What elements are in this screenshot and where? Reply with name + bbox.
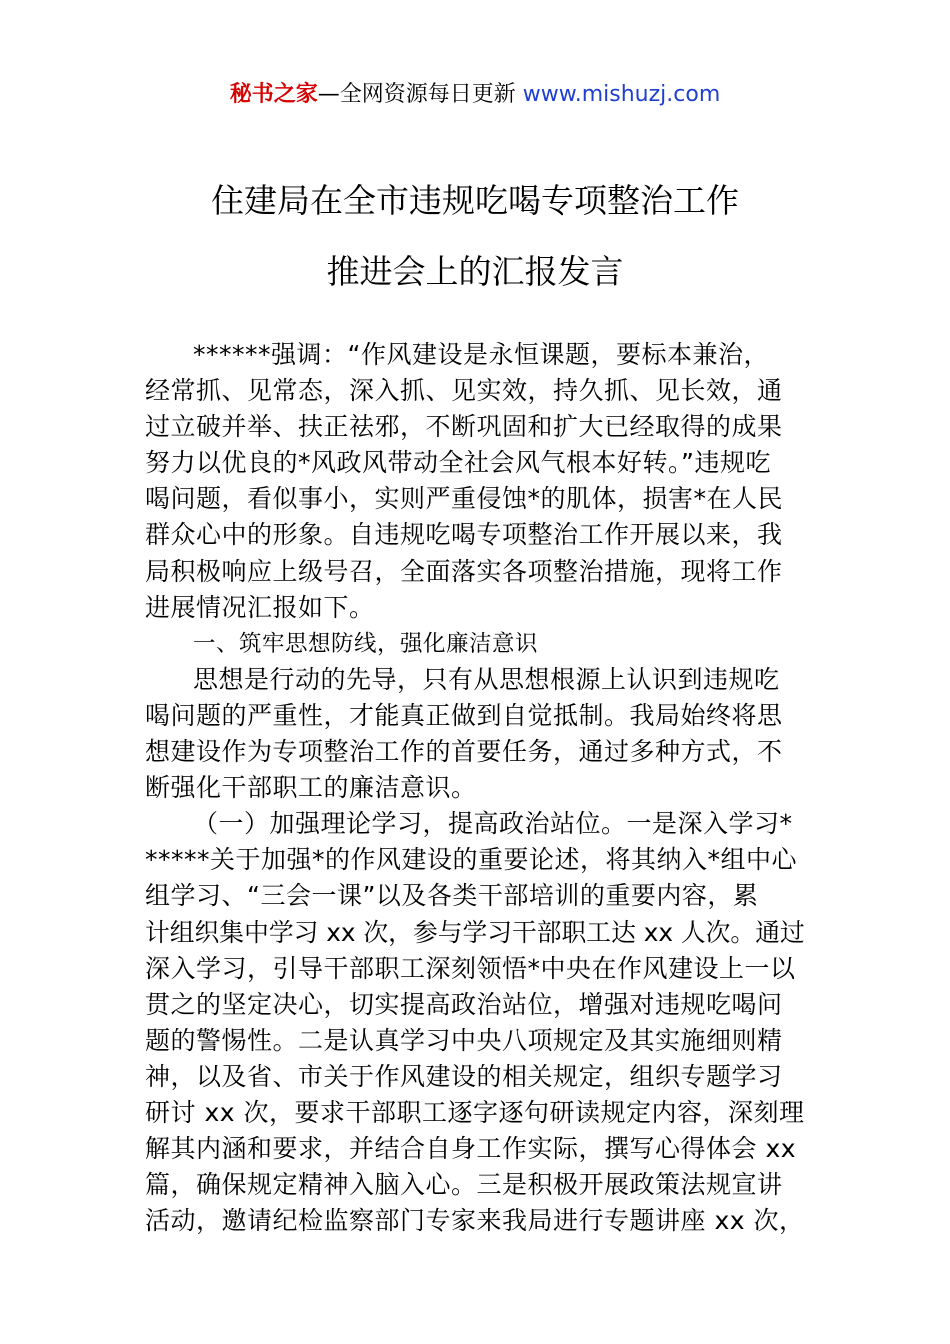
body-line: 题的警惕性。二是认真学习中央八项规定及其实施细则精 [145,1025,783,1055]
document-title-line-1: 住建局在全市违规吃喝专项整治工作 [211,181,739,220]
body-line: 局积极响应上级号召，全面落实各项整治措施，现将工作 [145,556,783,586]
body-line: 断强化干部职工的廉洁意识。 [145,773,477,803]
document-title-line-2: 推进会上的汇报发言 [326,252,624,291]
section-heading: 一、筑牢思想防线，强化廉洁意识 [193,630,539,657]
body-line: 组学习、“三会一课”以及各类干部培训的重要内容，累 [145,881,759,911]
document-body [145,337,805,1239]
body-line: 解其内涵和要求，并结合自身工作实际，撰写心得体会 xx [145,1134,797,1164]
body-line: 研讨 xx 次，要求干部职工逐字逐句研读规定内容，深刻理 [145,1097,805,1127]
body-line: 喝问题，看似事小，实则严重侵蚀*的肌体，损害*在人民 [145,484,784,514]
body-line: 活动，邀请纪检监察部门专家来我局进行专题讲座 xx 次， [145,1206,805,1236]
body-line: 想建设作为专项整治工作的首要任务，通过多种方式，不 [145,737,783,767]
body-line: 篇，确保规定精神入脑入心。三是积极开展政策法规宣讲 [145,1170,783,1200]
body-line: *****关于加强*的作风建设的重要论述，将其纳入*组中心 [145,845,798,875]
body-line: 努力以优良的*风政风带动全社会风气根本好转。”违规吃 [145,448,771,478]
body-line: 思想是行动的先导，只有从思想根源上认识到违规吃 [193,664,780,694]
body-line: （一）加强理论学习，提高政治站位。一是深入学习* [193,809,793,839]
body-line: 深入学习，引导干部职工深刻领悟*中央在作风建设上一以 [145,953,796,983]
site-header [0,80,950,110]
body-line: 神，以及省、市关于作风建设的相关规定，组织专题学习 [145,1061,783,1091]
site-url-link[interactable]: www.mishuzj.com [522,82,721,107]
body-line: 过立破并举、扶正祛邪，不断巩固和扩大已经取得的成果 [145,412,783,442]
body-line: 喝问题的严重性，才能真正做到自觉抵制。我局始终将思 [145,700,783,730]
body-line: 进展情况汇报如下。 [145,592,375,622]
site-brand: 秘书之家 [229,82,318,107]
body-line: 贯之的坚定决心，切实提高政治站位，增强对违规吃喝问 [145,989,783,1019]
body-line: ******强调：“作风建设是永恒课题，要标本兼治， [193,340,769,369]
body-line: 计组织集中学习 xx 次，参与学习干部职工达 xx 人次。通过 [145,917,805,947]
body-line: 群众心中的形象。自违规吃喝专项整治工作开展以来，我 [145,520,783,550]
body-line: 经常抓、见常态，深入抓、见实效，持久抓、见长效，通 [145,376,783,406]
site-tagline: —全网资源每日更新 [317,82,523,107]
